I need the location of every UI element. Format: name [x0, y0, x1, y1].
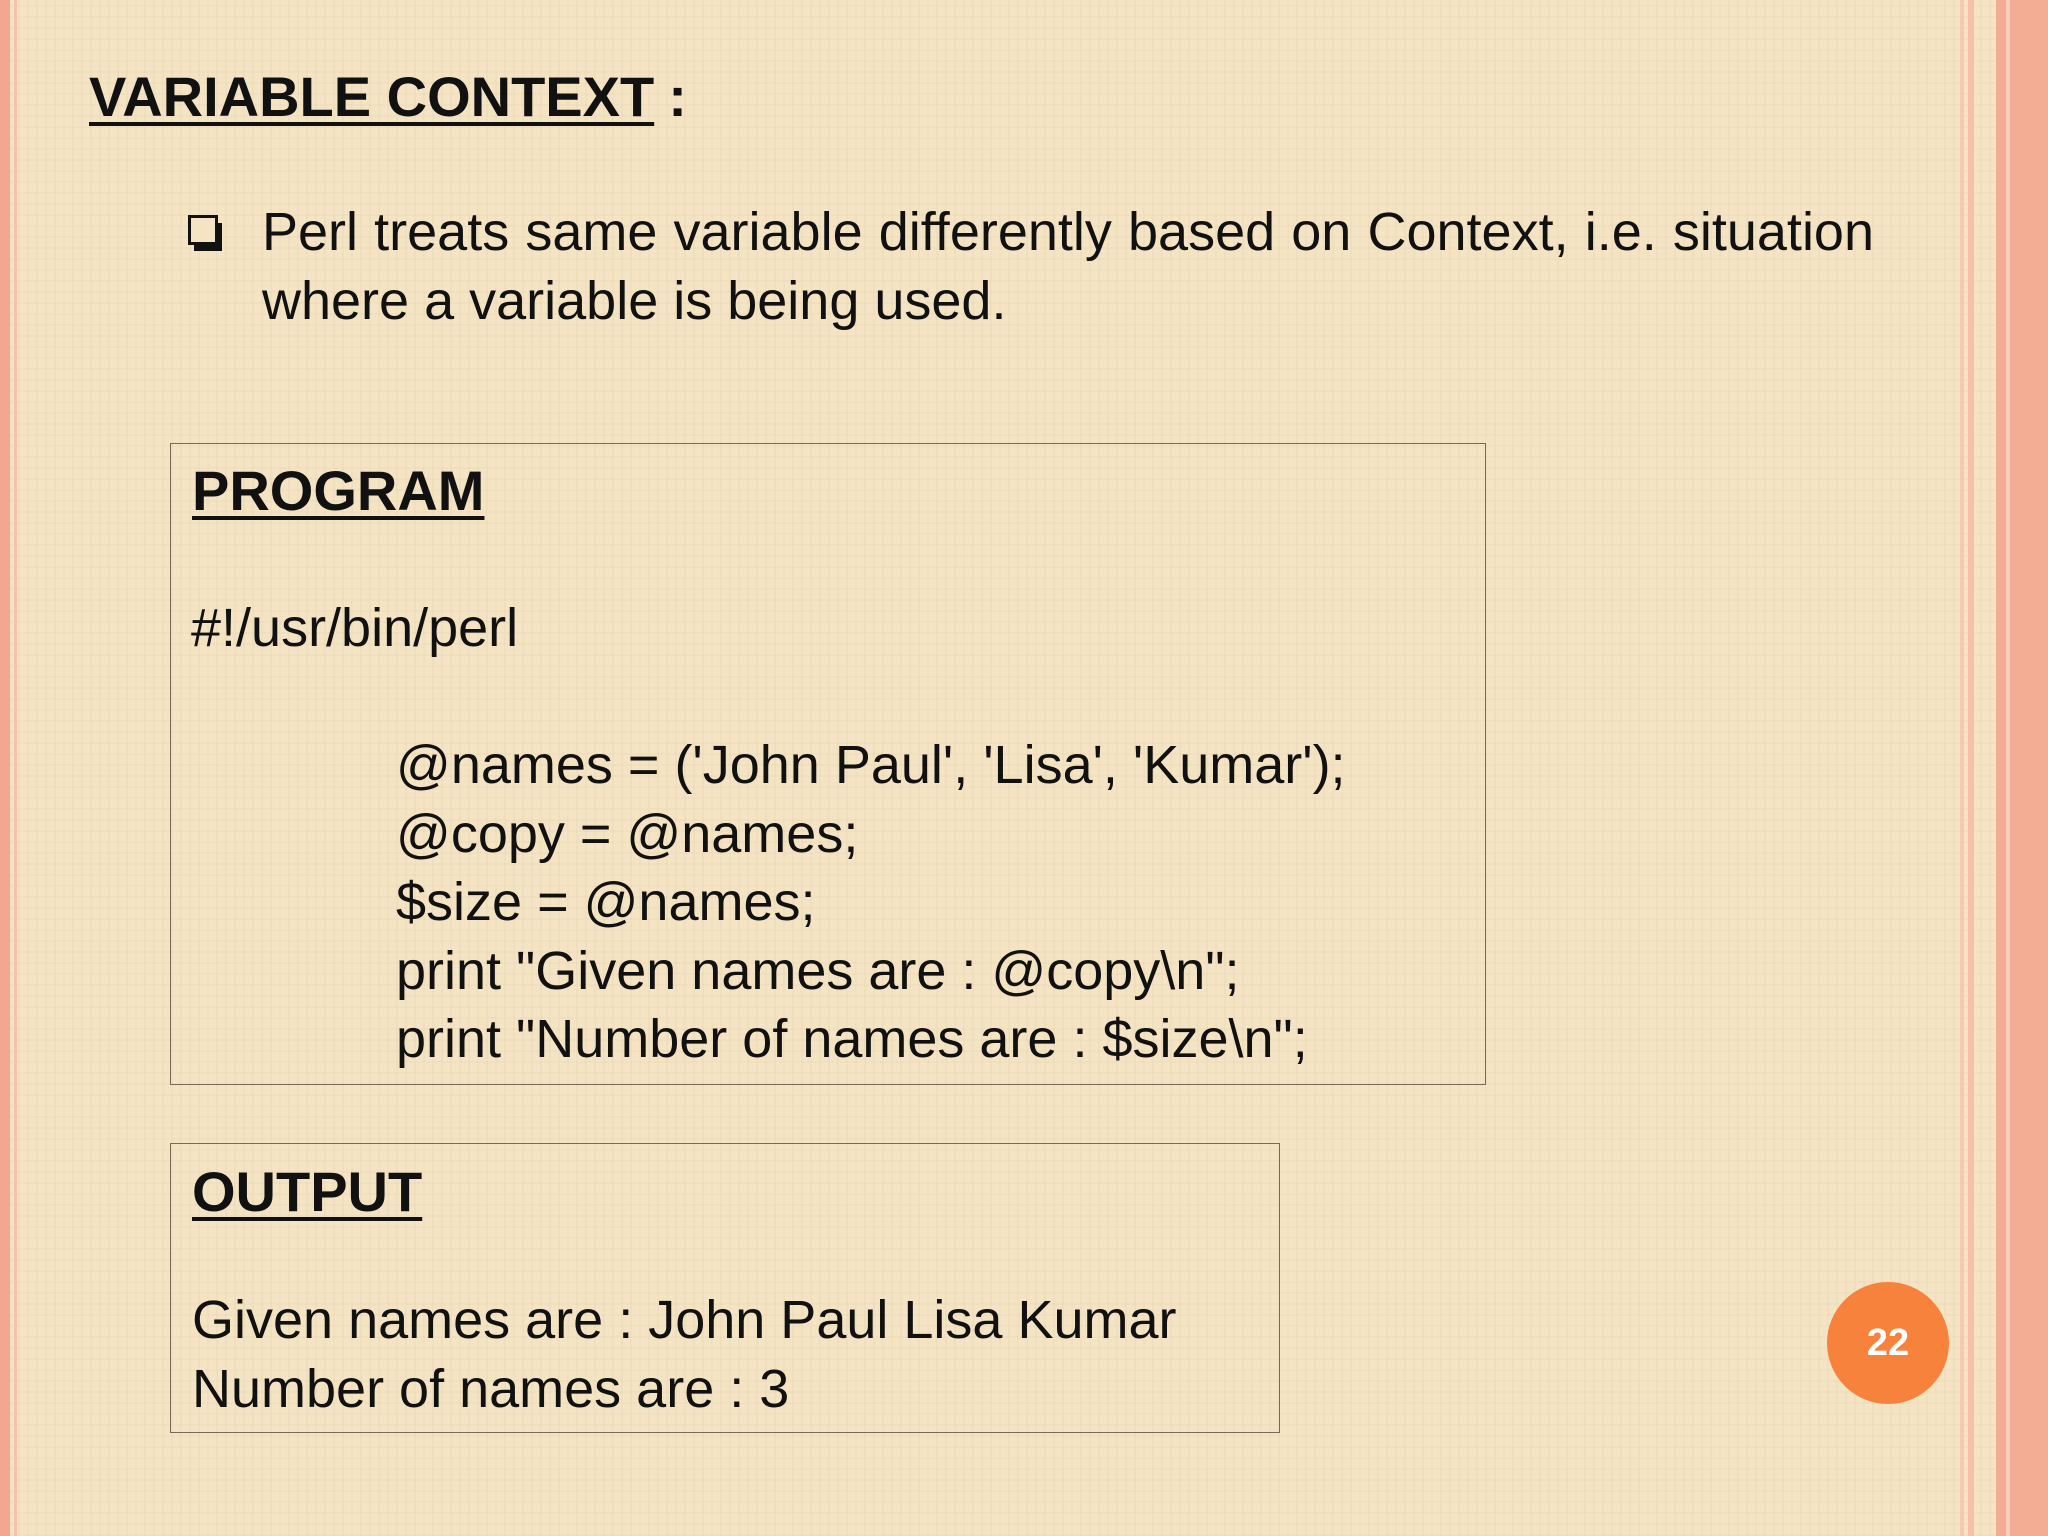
- code-line: print "Given names are : @copy\n";: [396, 940, 1240, 1001]
- code-line: @copy = @names;: [396, 803, 859, 864]
- bullet-text: Perl treats same variable differently based on Context, i.e. situation where a variable is being used.: [262, 202, 1874, 331]
- program-box: [170, 443, 1486, 1085]
- bullet-point: [188, 198, 1874, 336]
- slide-title-colon: :: [668, 65, 687, 128]
- code-block: [396, 731, 1346, 1074]
- slide-title: [89, 64, 687, 130]
- checkbox-icon: [188, 215, 224, 251]
- shebang-line: #!/usr/bin/perl: [191, 598, 519, 658]
- output-box: [170, 1143, 1280, 1433]
- output-heading: OUTPUT: [192, 1160, 423, 1223]
- right-border-line: [1968, 0, 1974, 1536]
- left-border-stripe: [0, 0, 10, 1536]
- code-line: @names = ('John Paul', 'Lisa', 'Kumar');: [396, 735, 1346, 795]
- right-border-line: [1960, 0, 1964, 1536]
- right-border-line: [2006, 0, 2010, 1536]
- code-line: print "Number of names are : $size\n";: [396, 1009, 1308, 1069]
- slide-title-text: VARIABLE CONTEXT: [89, 65, 655, 128]
- code-line: $size = @names;: [396, 872, 816, 932]
- right-border-stripe: [1996, 0, 2048, 1536]
- program-heading: PROGRAM: [192, 459, 485, 522]
- output-line: Number of names are : 3: [192, 1358, 790, 1419]
- output-block: [192, 1286, 1177, 1423]
- left-border-line: [14, 0, 17, 1536]
- output-line: Given names are : John Paul Lisa Kumar: [192, 1290, 1177, 1350]
- page-number-badge: 22: [1827, 1282, 1949, 1404]
